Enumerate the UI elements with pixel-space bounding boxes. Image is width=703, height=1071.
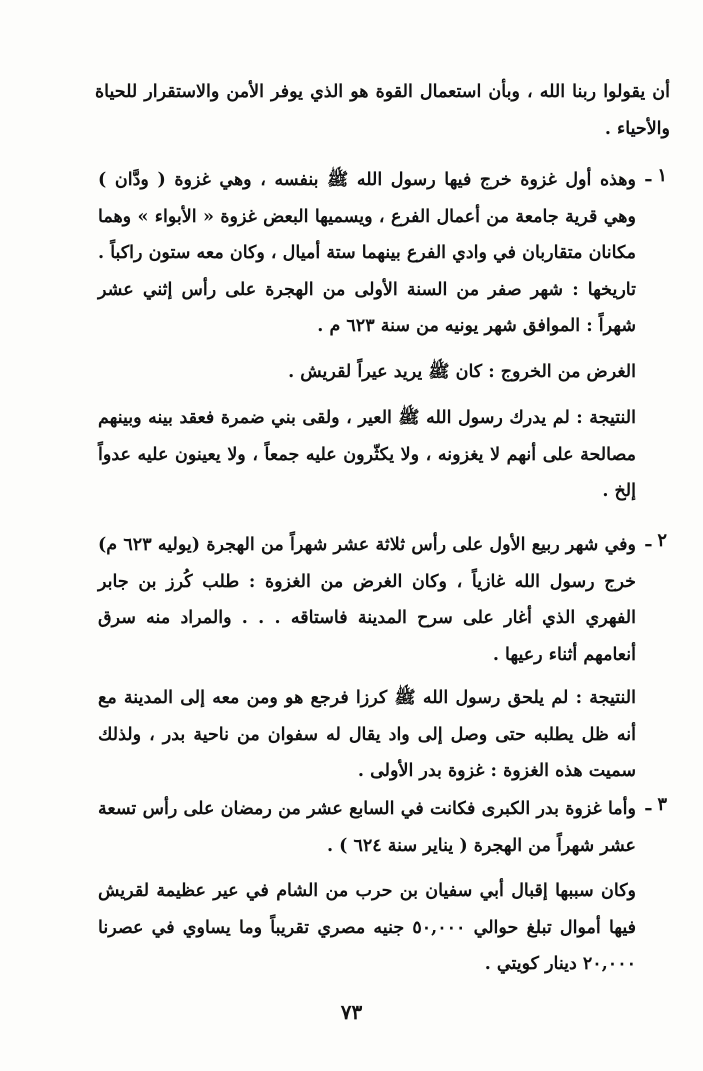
item-2-result: النتيجة : لم يلحق رسول الله ﷺ كرزا فرجع هو ومن معه إلى المدينة مع أنه ظل يطلبه حتى وصل إلى واد يقال له سفوان من ناحية بدر ، ولذلك سميت هذه الغزوة : غزوة بدر الأولى . <box>98 688 636 781</box>
item-3-number: ٣ ـ <box>645 794 667 815</box>
item-1-text: وهذه أول غزوة خرج فيها رسول الله ﷺ بنفسه ، وهي غزوة ( ودَّان ) وهي قرية جامعة من أعمال الفرع ، ويسميها البعض غزوة « الأبواء » وهما مكانان متقاربان في وادي الفرع بينهما ستة أميال ، وكان معه ستون راكباً . تاريخها : شهر صفر من السنة الأولى من الهجرة على رأس إثني عشر شهراً : الموافق شهر يونيه من سنة ٦٢٣ م . <box>98 170 636 336</box>
item-2-number: ٢ ـ <box>645 530 667 551</box>
item-2-text: وفي شهر ربيع الأول على رأس ثلاثة عشر شهراً من الهجرة (يوليه ٦٢٣ م) خرج رسول الله غازياً ، وكان الغرض من الغزوة : طلب كُرز بن جابر الفهري الذي أغار على سرح المدينة فاستاقه . . . والمراد منه سرق أنعامهم أثناء رعيها . <box>98 535 636 665</box>
item-1-number: ١ ـ <box>645 165 667 186</box>
item-3-reason: وكان سببها إقبال أبي سفيان بن حرب من الشام في عير عظيمة لقريش فيها أموال تبلغ حوالي ٥٠,٠٠٠ جنيه مصري تقريباً وما يساوي في عصرنا ٢٠,٠٠٠ دينار كويتي . <box>98 881 636 974</box>
item-1-purpose: الغرض من الخروج : كان ﷺ يريد عيراً لقريش . <box>288 362 636 382</box>
intro-paragraph: أن يقولوا ربنا الله ، وبأن استعمال القوة هو الذي يوفر الأمن والاستقرار للحياة والأحياء . <box>95 82 670 139</box>
page-number: ٧٣ <box>340 1000 363 1024</box>
item-3-text: وأما غزوة بدر الكبرى فكانت في السابع عشر من رمضان على رأس تسعة عشر شهراً من الهجرة ( يناير سنة ٦٢٤ ) . <box>98 799 636 856</box>
item-1-result: النتيجة : لم يدرك رسول الله ﷺ العير ، ولقى بني ضمرة فعقد بينه وبينهم مصالحة على أنهم لا يغزونه ، ولا يكثّرون عليه جمعاً ، ولا يعينون عليه عدواً إلخ . <box>98 408 636 501</box>
